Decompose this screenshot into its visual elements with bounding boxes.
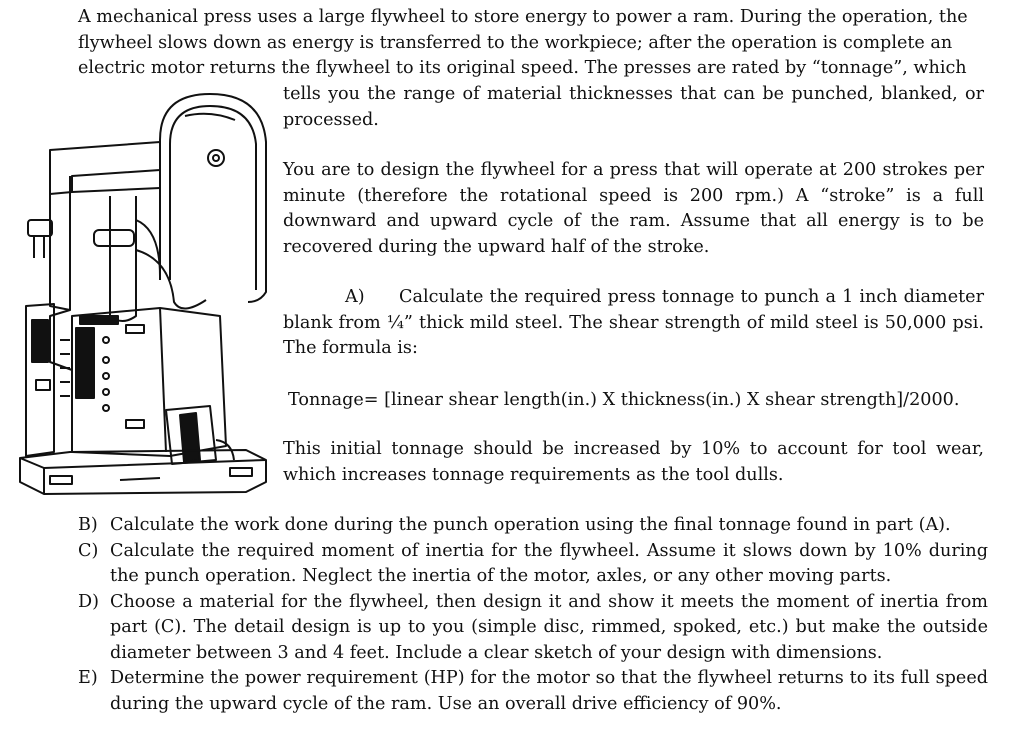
part-a-text: Calculate the required press tonnage to punch a 1 inch diameter blank from ¼” thick mild steel. The shear strength of mild steel is 50,000 psi. The formula is: bbox=[283, 287, 984, 358]
part-text: Determine the power requirement (HP) for the motor so that the flywheel returns to its full speed during the upward cycle of the ram. Use an overall drive efficiency of 90%. bbox=[110, 668, 988, 714]
intro-line: A mechanical press uses a large flywheel to store energy to power a ram. During the operation, the bbox=[78, 7, 968, 27]
design-paragraph: You are to design the flywheel for a press that will operate at 200 strokes per minute (therefore the rotational speed is 200 rpm.) A “stroke” is a full downward and upward cycle of the ram. Assume that all energy is to be recovered during the upward half of the stroke. bbox=[283, 160, 984, 257]
part-text: Choose a material for the flywheel, then design it and show it meets the moment of inertia from part (C). The detail design is up to you (simple disc, rimmed, spoked, etc.) but make the outside diameter between 3 and 4 feet. Include a clear sketch of your design with dimensions. bbox=[110, 591, 988, 663]
part-a-paragraph bbox=[283, 285, 984, 362]
intro-paragraph bbox=[78, 5, 984, 82]
mechanical-press-illustration-icon bbox=[10, 80, 278, 500]
part-text: Calculate the required moment of inertia for the flywheel. Assume it slows down by 10% during the punch operation. Neglect the inertia of the motor, axles, or any other moving parts. bbox=[110, 540, 988, 586]
part-label: C) bbox=[78, 540, 99, 561]
list-item bbox=[78, 590, 988, 667]
intro-line: electric motor returns the flywheel to its original speed. The presses are rated by “tonnage”, which bbox=[78, 58, 967, 78]
part-text: Calculate the work done during the punch operation using the final tonnage found in part (A). bbox=[110, 515, 951, 535]
part-label: B) bbox=[78, 515, 98, 535]
parts-list bbox=[78, 513, 988, 717]
part-label: E) bbox=[78, 668, 98, 688]
intro-line: flywheel slows down as energy is transferred to the workpiece; after the operation is complete an bbox=[78, 32, 953, 53]
intro-continuation: tells you the range of material thicknesses that can be punched, blanked, or processed. bbox=[283, 84, 984, 130]
part-a-label: A) bbox=[345, 287, 365, 307]
tonnage-formula: Tonnage= [linear shear length(in.) X thickness(in.) X shear strength]/2000. bbox=[288, 390, 960, 410]
tool-wear-paragraph: This initial tonnage should be increased by 10% to account for tool wear, which increases tonnage requirements as the tool dulls. bbox=[283, 439, 984, 485]
list-item bbox=[78, 539, 988, 590]
list-item bbox=[78, 513, 988, 539]
list-item bbox=[78, 666, 988, 717]
part-label: D) bbox=[78, 591, 99, 612]
